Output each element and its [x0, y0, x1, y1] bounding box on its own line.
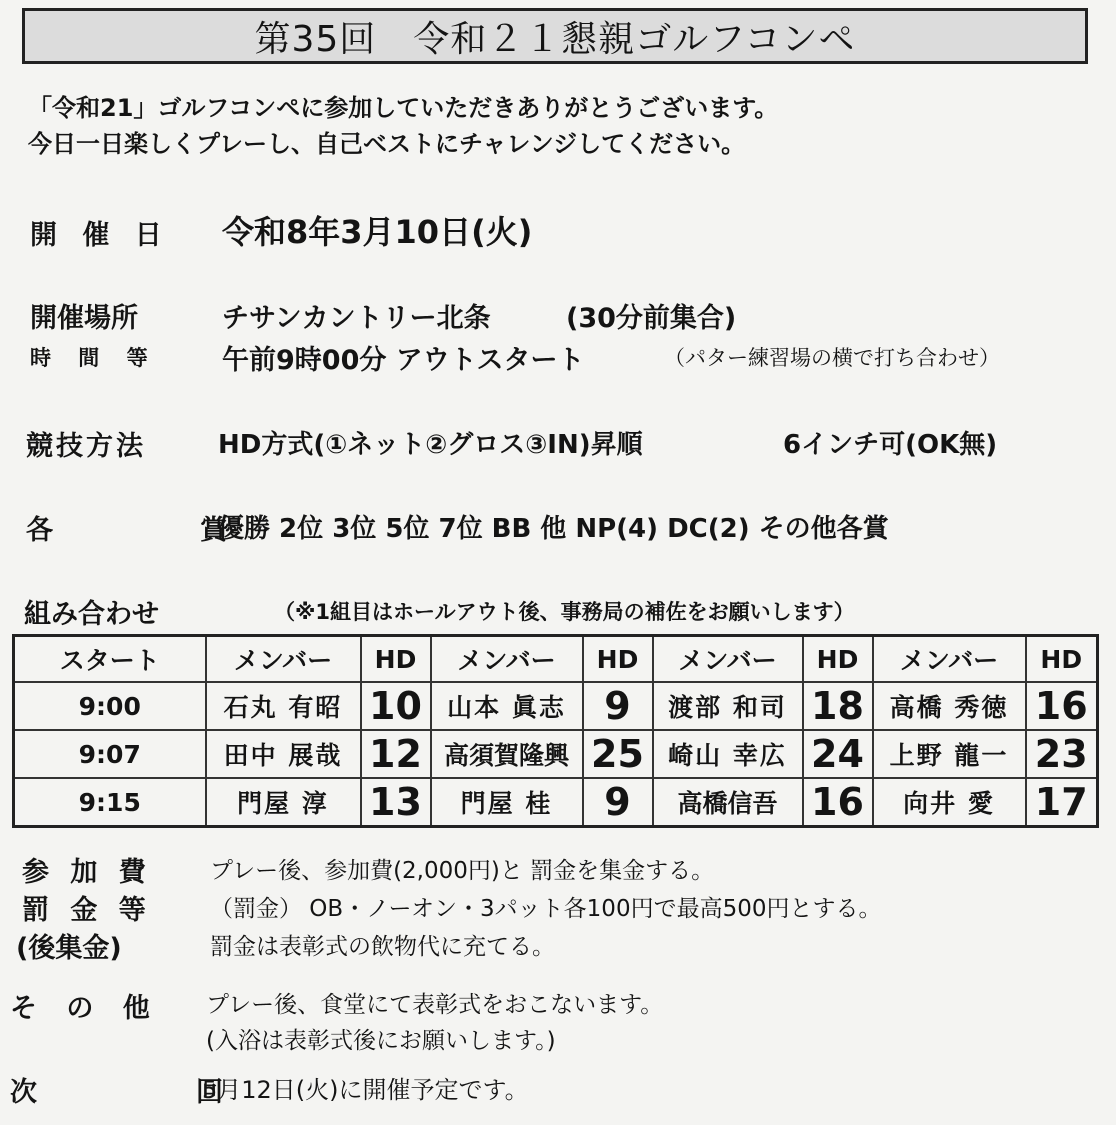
member-name: 高橋信吾	[653, 778, 803, 827]
header-member: メンバー	[653, 636, 803, 683]
member-name: 渡部 和司	[653, 682, 803, 730]
venue-note: (30分前集合)	[566, 303, 737, 334]
member-name: 向井 愛	[873, 778, 1026, 827]
fee-line-1: プレー後、参加費(2,000円)と 罰金を集金する。	[210, 858, 715, 884]
awards-value: 優勝 2位 3位 5位 7位 BB 他 NP(4) DC(2) その他各賞	[218, 514, 889, 544]
start-time: 9:15	[14, 778, 206, 827]
intro-line-1: 「令和21」ゴルフコンペに参加していただきありがとうございます。	[28, 94, 779, 122]
method-label: 競技方法	[26, 431, 146, 462]
header-hd: HD	[583, 636, 653, 683]
other-line-1: プレー後、食堂にて表彰式をおこないます。	[206, 992, 664, 1018]
pairings-label: 組み合わせ	[24, 599, 159, 630]
header-hd: HD	[1026, 636, 1098, 683]
member-name: 門屋 淳	[206, 778, 361, 827]
handicap: 16	[1026, 682, 1098, 730]
header-member: メンバー	[873, 636, 1026, 683]
pairings-header-row	[14, 636, 1098, 683]
table-row	[14, 682, 1098, 730]
time-label: 時 間 等	[30, 346, 158, 370]
header-member: メンバー	[206, 636, 361, 683]
header-member: メンバー	[431, 636, 583, 683]
handicap: 9	[583, 778, 653, 827]
other-line-2: (入浴は表彰式後にお願いします。)	[206, 1028, 556, 1054]
handicap: 24	[803, 730, 873, 778]
intro-line-2: 今日一日楽しくプレーし、自己ベストにチャレンジしてください。	[28, 130, 746, 158]
member-name: 石丸 有昭	[206, 682, 361, 730]
pairings-table	[12, 634, 1099, 828]
handicap: 16	[803, 778, 873, 827]
page-title: 第35回 令和２１懇親ゴルフコンペ	[22, 8, 1088, 64]
method-value: HD方式(①ネット②グロス③IN)昇順	[218, 430, 643, 460]
handicap: 10	[361, 682, 431, 730]
member-name: 山本 眞志	[431, 682, 583, 730]
other-label: そ の 他	[10, 993, 160, 1024]
date-label: 開 催 日	[30, 220, 170, 251]
post-collection-label: (後集金)	[16, 933, 122, 964]
handicap: 9	[583, 682, 653, 730]
handicap: 25	[583, 730, 653, 778]
venue-value: チサンカントリー北条	[222, 303, 491, 334]
member-name: 門屋 桂	[431, 778, 583, 827]
handicap: 13	[361, 778, 431, 827]
venue-label: 開催場所	[30, 303, 138, 334]
handicap: 18	[803, 682, 873, 730]
member-name: 高橋 秀徳	[873, 682, 1026, 730]
awards-label: 各 賞	[26, 515, 287, 546]
time-note: （パター練習場の横で打ち合わせ）	[664, 346, 1000, 370]
method-note: 6インチ可(OK無)	[783, 430, 998, 460]
member-name: 田中 展哉	[206, 730, 361, 778]
header-hd: HD	[803, 636, 873, 683]
fee-label: 参 加 費	[22, 857, 152, 888]
fee-line-3: 罰金は表彰式の飲物代に充てる。	[210, 934, 555, 960]
handicap: 23	[1026, 730, 1098, 778]
table-row	[14, 778, 1098, 827]
handicap: 12	[361, 730, 431, 778]
start-time: 9:07	[14, 730, 206, 778]
start-time: 9:00	[14, 682, 206, 730]
time-value: 午前9時00分 アウトスタート	[222, 345, 585, 376]
date-value: 令和8年3月10日(火)	[222, 213, 533, 251]
member-name: 崎山 幸広	[653, 730, 803, 778]
fee-line-2: （罰金） OB・ノーオン・3パット各100円で最高500円とする。	[210, 896, 882, 922]
member-name: 高須賀隆興	[431, 730, 583, 778]
member-name: 上野 龍一	[873, 730, 1026, 778]
pairings-note: （※1組目はホールアウト後、事務局の補佐をお願いします）	[274, 600, 855, 624]
header-hd: HD	[361, 636, 431, 683]
table-row	[14, 730, 1098, 778]
handicap: 17	[1026, 778, 1098, 827]
penalty-label: 罰 金 等	[22, 895, 152, 926]
header-start: スタート	[14, 636, 206, 683]
next-label: 次 回	[10, 1077, 289, 1108]
next-value: 5月12日(火)に開催予定です。	[202, 1076, 529, 1104]
